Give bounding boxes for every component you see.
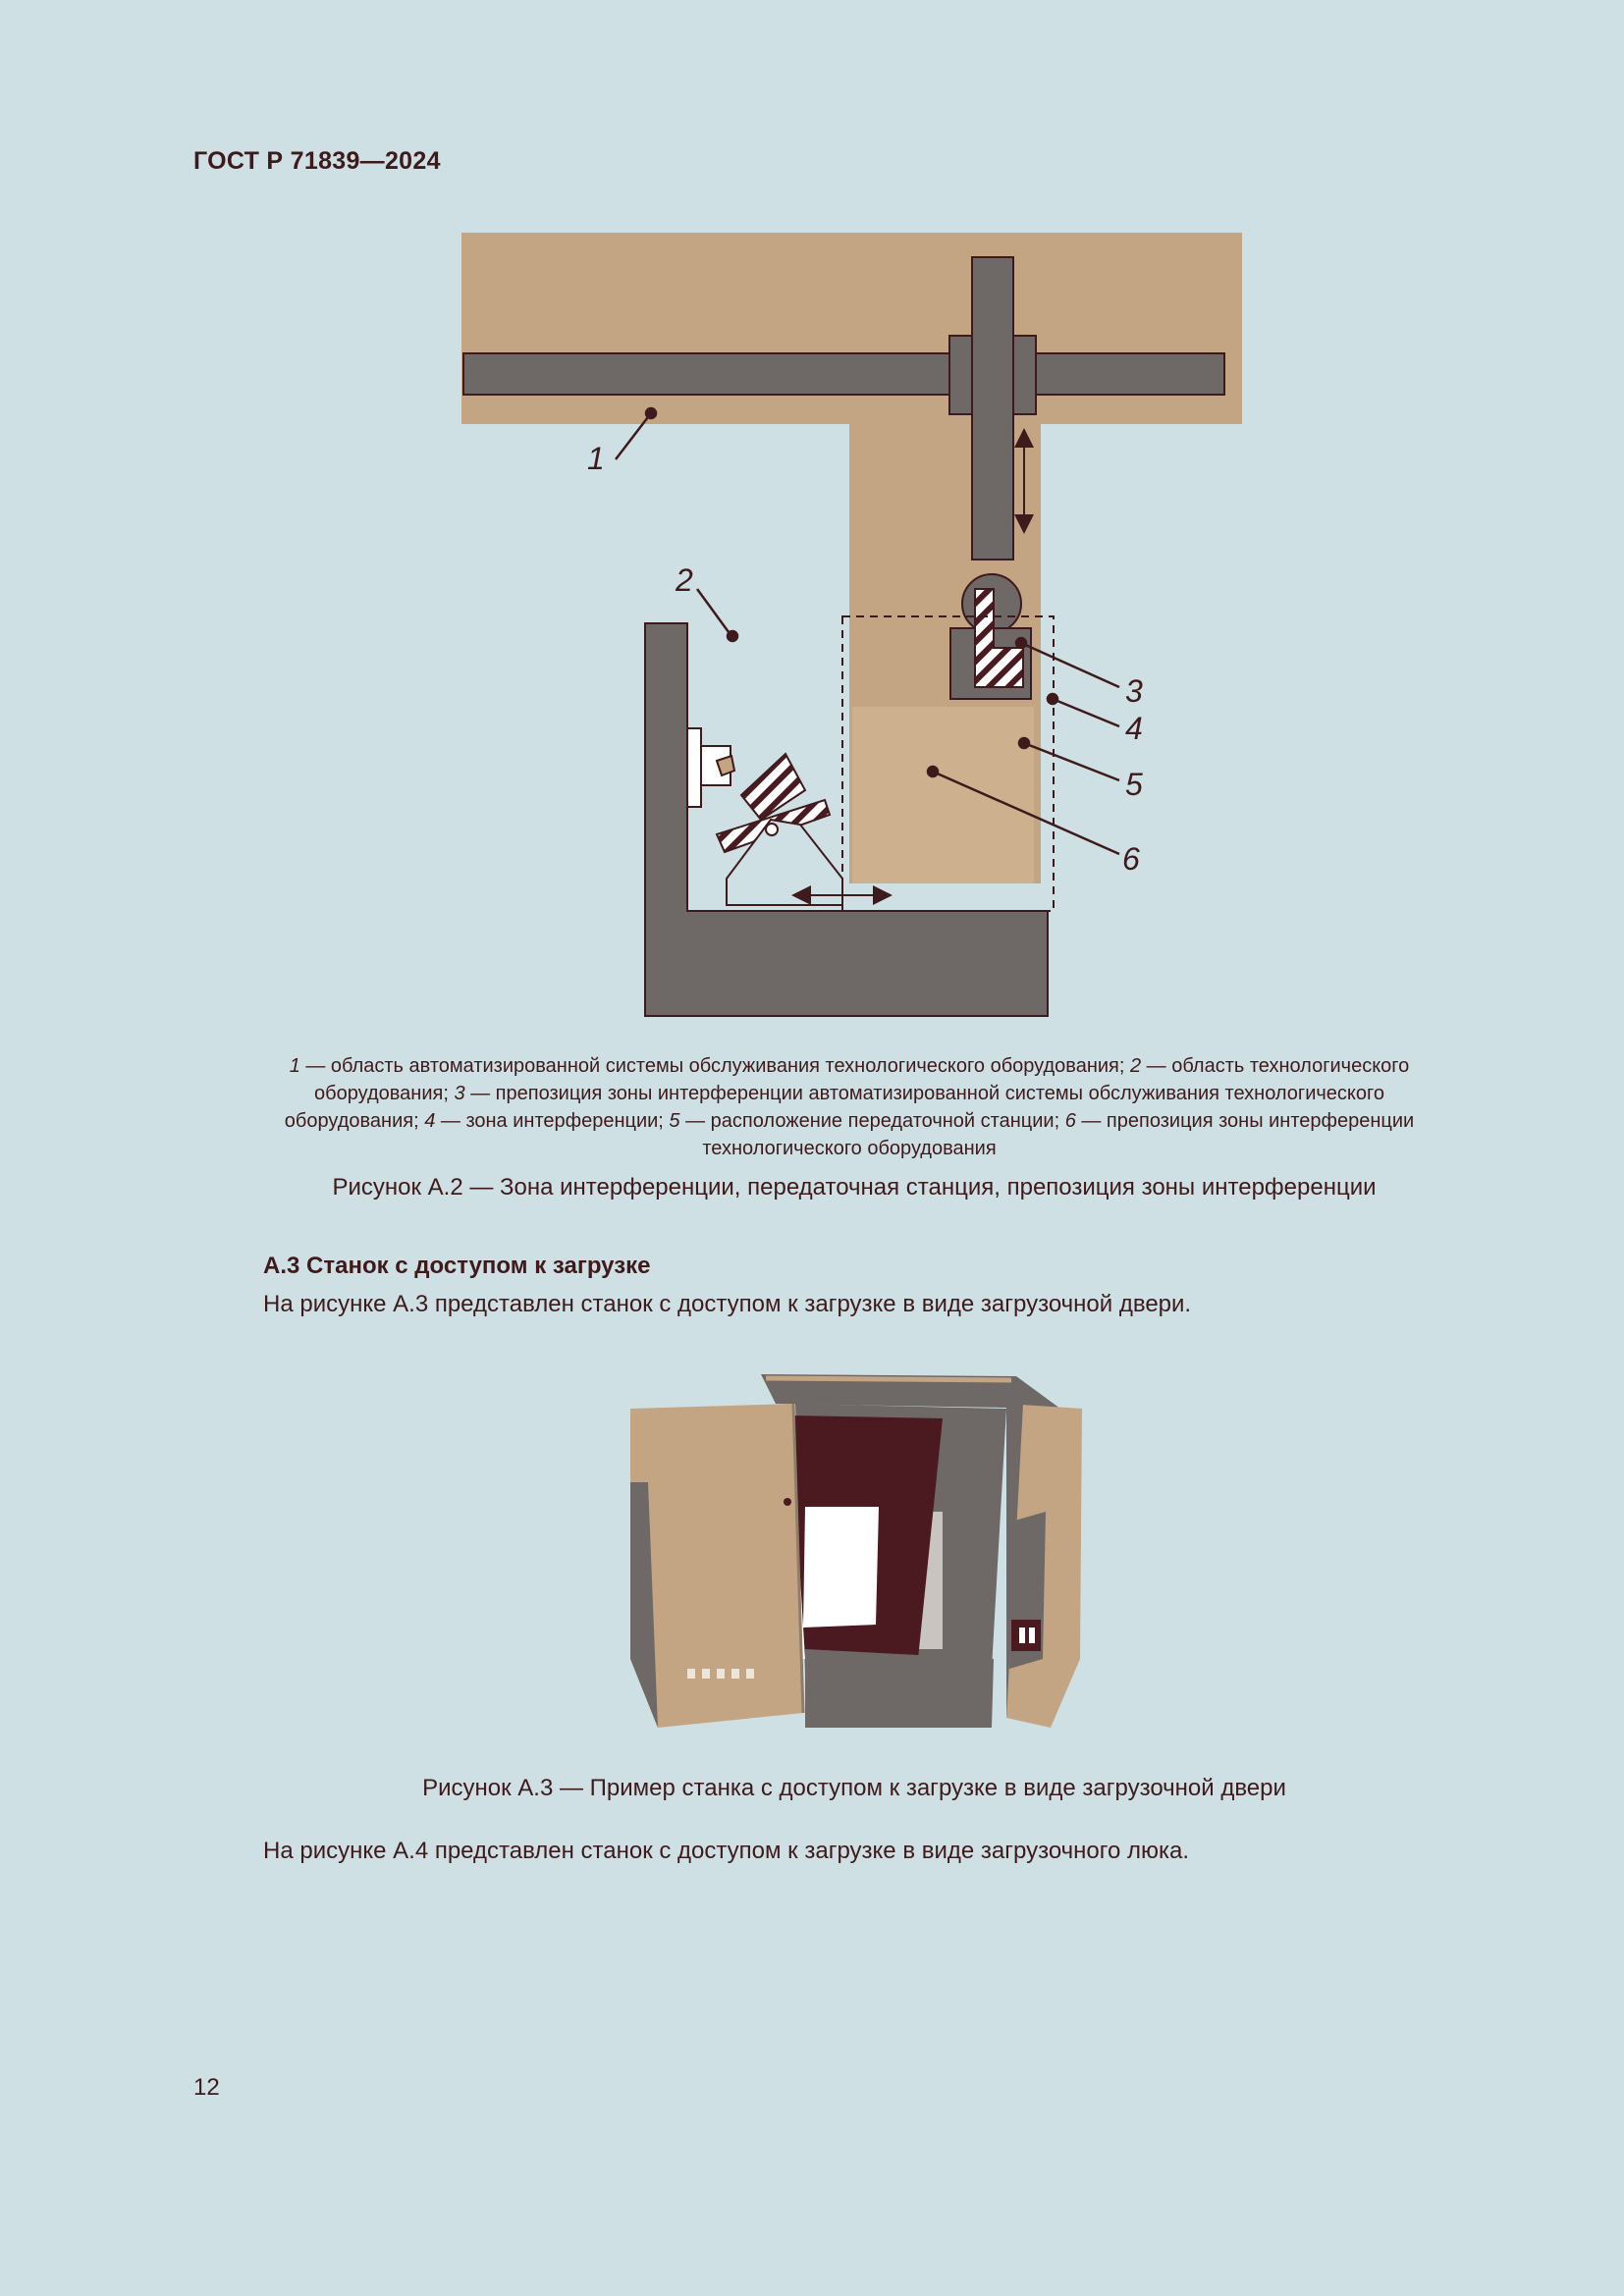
section-a3-heading: А.3 Станок с доступом к загрузке bbox=[263, 1253, 651, 1279]
callout-1: 1 bbox=[587, 441, 605, 476]
figure-a2-legend bbox=[275, 1052, 1424, 1162]
legend-text-1: — область автоматизированной системы обслуживания технологического оборудования; bbox=[299, 1055, 1130, 1077]
callout-5: 5 bbox=[1125, 767, 1143, 802]
figure-a3-caption: Рисунок А.3 — Пример станка с доступом к загрузке в виде загрузочной двери bbox=[422, 1775, 1286, 1801]
document-code: ГОСТ Р 71839—2024 bbox=[193, 147, 441, 175]
transfer-station-block bbox=[852, 707, 1034, 883]
legend-text-4: — зона интерференции; bbox=[435, 1110, 670, 1132]
legend-num-4: 4 bbox=[424, 1110, 436, 1132]
figure-a2-caption: Рисунок А.2 — Зона интерференции, передаточная станция, препозиция зоны интерференции bbox=[332, 1174, 1377, 1201]
legend-num-3: 3 bbox=[454, 1083, 465, 1104]
legend-num-2: 2 bbox=[1129, 1055, 1142, 1077]
figure-a2-diagram bbox=[0, 0, 1624, 1041]
section-a3-paragraph-1: На рисунке А.3 представлен станок с доступом к загрузке в виде загрузочной двери. bbox=[263, 1291, 1192, 1317]
callout-3: 3 bbox=[1125, 673, 1143, 709]
legend-num-5: 5 bbox=[669, 1110, 680, 1132]
callout-2: 2 bbox=[676, 562, 693, 598]
section-a3-paragraph-2: На рисунке А.4 представлен станок с доступом к загрузке в виде загрузочного люка. bbox=[263, 1838, 1190, 1864]
left-door-panel bbox=[630, 1404, 803, 1728]
legend-num-1: 1 bbox=[289, 1055, 300, 1077]
callout-4: 4 bbox=[1125, 711, 1143, 746]
legend-text-3: — препозиция зоны интерференции автоматизированной системы обслуживания технологического оборудования; bbox=[284, 1083, 1384, 1132]
vertical-mast bbox=[972, 257, 1013, 560]
legend-text-6: — препозиция зоны интерференции технологического оборудования bbox=[702, 1110, 1415, 1159]
callout-6: 6 bbox=[1122, 841, 1140, 877]
horizontal-rail bbox=[463, 353, 1224, 395]
figure-a3-machine-illustration bbox=[619, 1364, 1090, 1737]
legend-text-5: — расположение передаточной станции; bbox=[679, 1110, 1065, 1132]
page-number: 12 bbox=[193, 2074, 220, 2101]
legend-text-2: — область технологического оборудования; bbox=[314, 1055, 1410, 1104]
legend-num-6: 6 bbox=[1064, 1110, 1076, 1132]
